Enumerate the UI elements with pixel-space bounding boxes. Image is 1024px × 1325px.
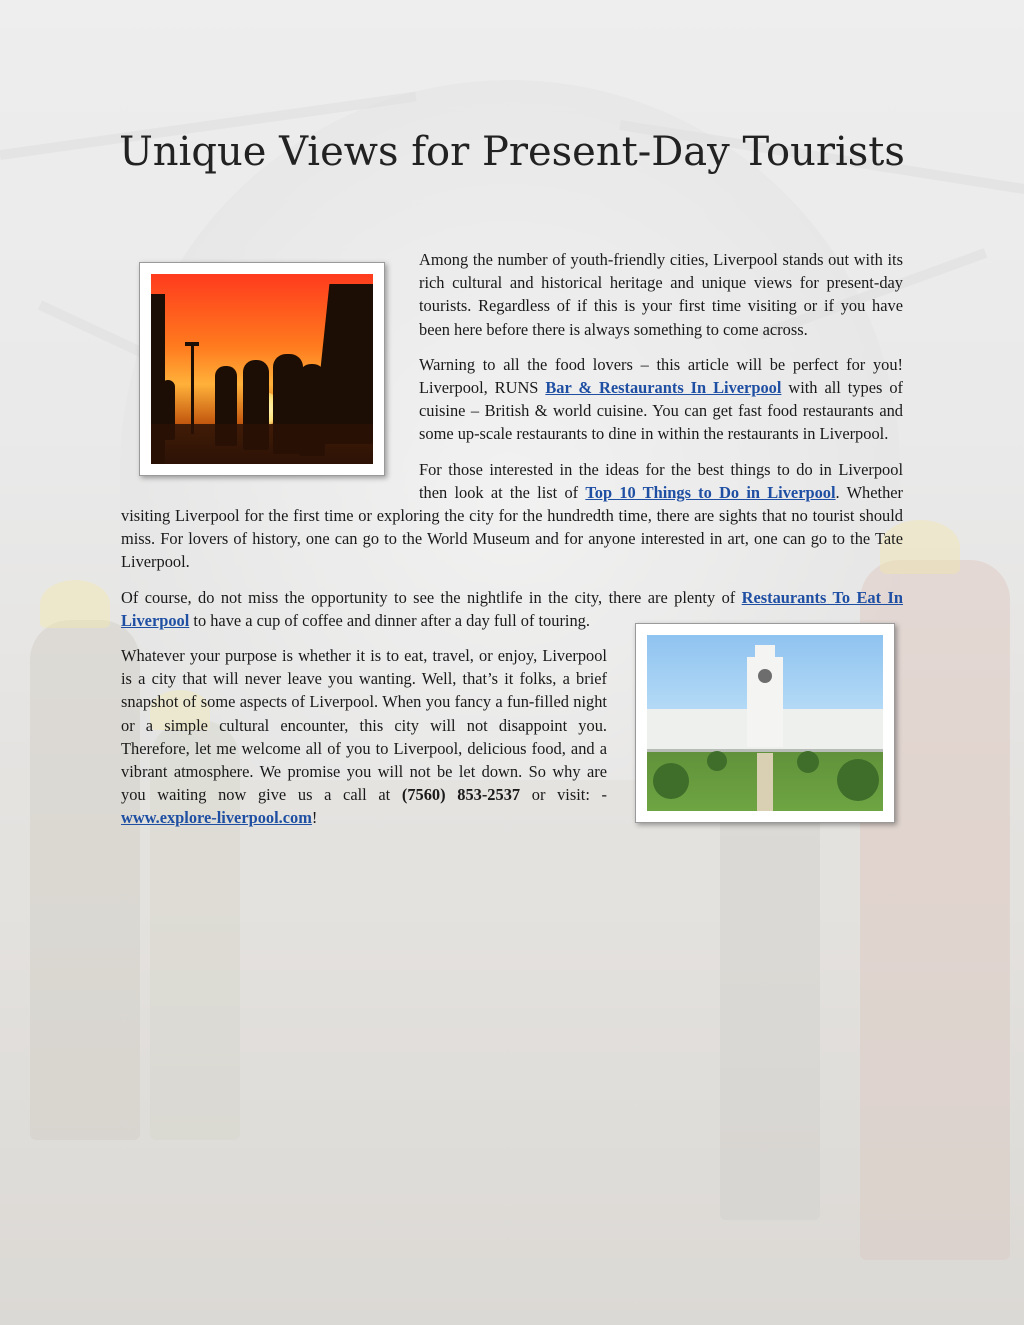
food-paragraph: Warning to all the food lovers – this article will be perfect for you! Liverpool, RUNS Bar & Restaurants In Liverpool with all types of cuisine – British & world cuisine. You can get fast food restaurants and some up-scale restaurants to dine in within the restaurants in Liverpool.: [419, 354, 903, 444]
building-image: [635, 623, 895, 823]
intro-paragraph: Among the number of youth-friendly cities, Liverpool stands out with its rich cultural and historical heritage and unique views for present-day tourists. Regardless of if this is your first time visiting or if you have been here before there is always something to come across.: [419, 250, 903, 339]
article-body: [121, 248, 903, 842]
closing-paragraph: Whatever your purpose is whether it is to eat, travel, or enjoy, Liverpool is a city that will never leave you wanting. Well, that’s it folks, a brief snapshot of some aspects of Liverpool. When you fancy a fun-filled night or a simple cultural encounter, this city will not disappoint you. Therefore, let me welcome all of you to Liverpool, delicious food, and a vibrant atmosphere. We promise you will not be let down. So why are you waiting now give us a call at (7560) 853-2537 or visit: - www.explore-liverpool.com!: [121, 646, 607, 828]
phone-number: (7560) 853-2537: [401, 785, 521, 805]
nightlife-paragraph: Of course, do not miss the opportunity to see the nightlife in the city, there are plenty of Restaurants To Eat In Liverpool to have a cup of coffee and dinner after a day full of touring.: [121, 586, 903, 632]
things-to-do-paragraph: For those interested in the ideas for the best things to do in Liverpool then look at the list of Top 10 Things to Do in Liverpool. Whether visiting Liverpool for the first time or exploring the city for the hundredth time, there are sights that no tourist should miss. For lovers of history, one can go to the World Museum and for anyone interested in art, one can go to the Tate Liverpool.: [121, 459, 904, 572]
website-link[interactable]: www.explore-liverpool.com: [121, 808, 312, 828]
sunset-silhouettes-image: [139, 262, 385, 476]
restaurants-to-eat-link[interactable]: Restaurants To Eat In Liverpool: [121, 587, 903, 630]
page-title: Unique Views for Present-Day Tourists: [119, 129, 905, 175]
top-10-things-link[interactable]: Top 10 Things to Do in Liverpool: [585, 482, 836, 502]
bar-restaurants-link[interactable]: Bar & Restaurants In Liverpool: [545, 378, 782, 398]
